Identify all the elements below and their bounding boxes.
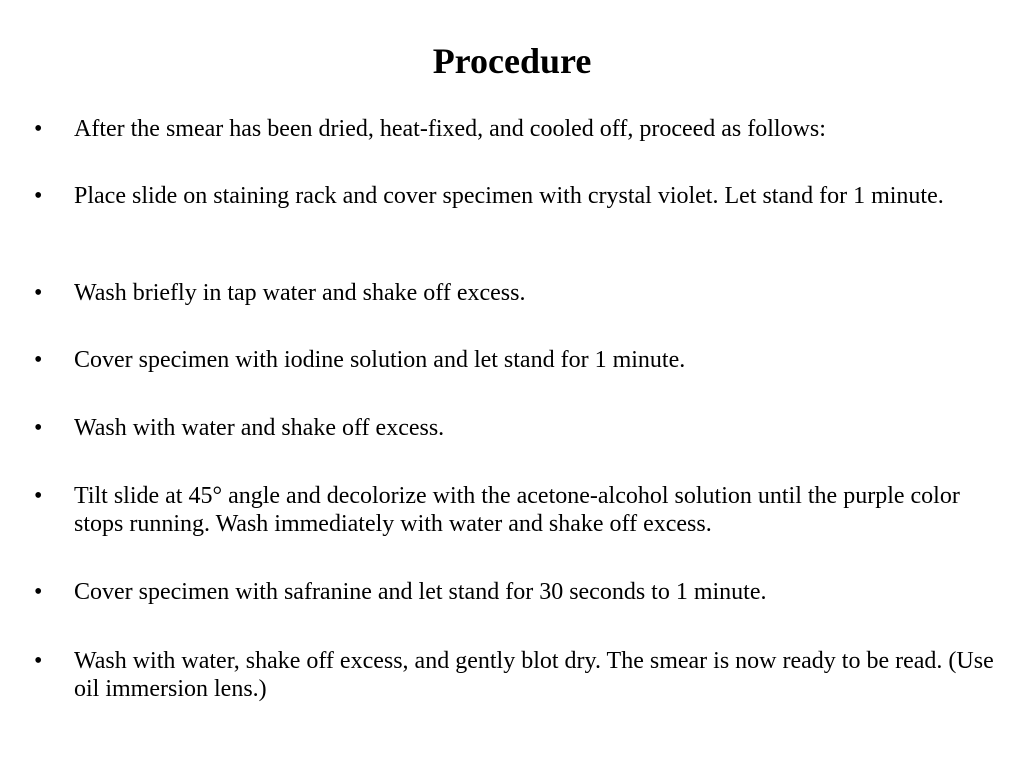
list-item-text: Wash briefly in tap water and shake off excess.: [74, 280, 526, 306]
bullet-icon: •: [34, 116, 43, 142]
list-item-text: Cover specimen with safranine and let stand for 30 seconds to 1 minute.: [74, 579, 767, 605]
list-item-text: Wash with water, shake off excess, and gently blot dry. The smear is now ready to be read. (Use oil immersion lens.): [74, 648, 994, 702]
list-item-text: Cover specimen with iodine solution and let stand for 1 minute.: [74, 347, 686, 373]
bullet-icon: •: [34, 183, 43, 209]
bullet-icon: •: [34, 648, 43, 674]
list-item-text: After the smear has been dried, heat-fixed, and cooled off, proceed as follows:: [74, 116, 826, 142]
list-item-text: Tilt slide at 45° angle and decolorize with the acetone-alcohol solution until the purple color stops running. Wash immediately with water and shake off excess.: [74, 483, 960, 537]
bullet-icon: •: [34, 280, 43, 306]
bullet-icon: •: [34, 579, 43, 605]
bullet-icon: •: [34, 347, 43, 373]
list-item-text: Place slide on staining rack and cover specimen with crystal violet. Let stand for 1 minute.: [74, 183, 944, 209]
bullet-icon: •: [34, 483, 43, 509]
slide-title: Procedure: [432, 41, 592, 81]
list-item-text: Wash with water and shake off excess.: [74, 415, 445, 441]
bullet-icon: •: [34, 415, 43, 441]
